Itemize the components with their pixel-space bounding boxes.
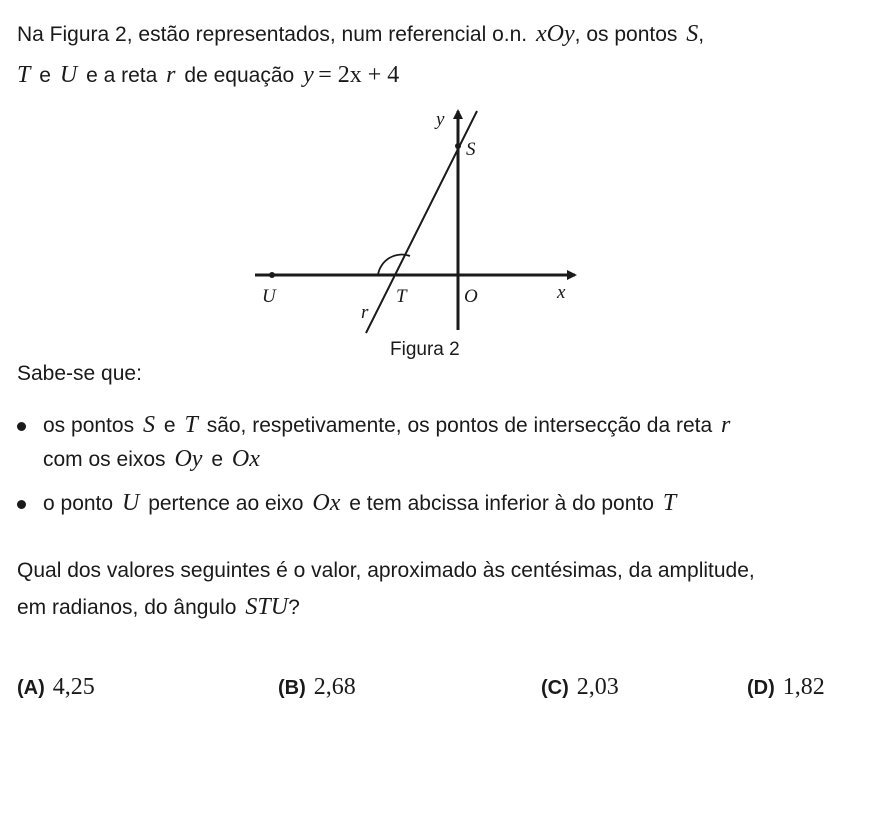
question-text: em radianos, do ângulo bbox=[17, 596, 237, 619]
option-d[interactable] bbox=[747, 675, 825, 699]
figure-2 bbox=[245, 105, 595, 370]
item1-math-ox: Ox bbox=[231, 446, 260, 472]
question-math-angle: STU bbox=[245, 594, 289, 620]
option-b-value: 2,68 bbox=[313, 674, 356, 700]
intro-text-reta: e a reta bbox=[86, 64, 158, 87]
bullet-item-1-line-1 bbox=[43, 413, 730, 437]
intro-line-1 bbox=[17, 22, 704, 46]
math-point-u: U bbox=[59, 62, 78, 88]
item2-text-3: e tem abcissa inferior à do ponto bbox=[349, 492, 654, 515]
label-t: T bbox=[396, 286, 407, 307]
label-s: S bbox=[466, 139, 476, 160]
label-o: O bbox=[464, 286, 478, 307]
item1-text-e2: e bbox=[211, 448, 223, 471]
option-c-value: 2,03 bbox=[576, 674, 619, 700]
item2-text-1: o ponto bbox=[43, 492, 114, 515]
angle-arc-stu bbox=[378, 255, 410, 275]
item1-math-s: S bbox=[142, 412, 155, 438]
figure-diagram bbox=[245, 105, 595, 370]
math-line-r: r bbox=[166, 62, 176, 88]
option-d-letter: (D) bbox=[747, 677, 775, 699]
intro-text-equacao: de equação bbox=[184, 64, 295, 87]
question-mark: ? bbox=[288, 596, 300, 619]
option-c-letter: (C) bbox=[541, 677, 569, 699]
item2-math-u: U bbox=[121, 490, 140, 516]
option-c[interactable] bbox=[541, 675, 619, 699]
item1-math-r: r bbox=[721, 412, 731, 438]
item1-math-oy: Oy bbox=[174, 446, 203, 472]
known-label: Sabe-se que: bbox=[17, 362, 142, 385]
item2-math-t: T bbox=[662, 490, 677, 516]
figure-caption: Figura 2 bbox=[390, 339, 460, 360]
math-xoy: xOy bbox=[536, 21, 575, 47]
point-u bbox=[269, 272, 275, 278]
item1-text-e: e bbox=[163, 414, 176, 437]
label-y: y bbox=[436, 109, 445, 130]
question-line-2 bbox=[17, 595, 300, 619]
bullet-1 bbox=[17, 422, 26, 431]
point-s bbox=[455, 143, 461, 149]
label-x: x bbox=[557, 282, 566, 303]
math-eq-rest: = 2x + 4 bbox=[318, 62, 400, 88]
item1-text-1: os pontos bbox=[43, 414, 135, 437]
bullet-item-1-line-2 bbox=[43, 447, 260, 471]
item1-text-3: com os eixos bbox=[43, 448, 166, 471]
label-u: U bbox=[262, 286, 276, 307]
item2-math-ox: Ox bbox=[312, 490, 341, 516]
intro-text-e: e bbox=[39, 64, 51, 87]
option-b[interactable] bbox=[278, 675, 356, 699]
intro-comma: , bbox=[698, 23, 705, 46]
option-a-letter: (A) bbox=[17, 677, 45, 699]
intro-line-2 bbox=[17, 63, 399, 87]
math-eq-y: y bbox=[303, 62, 314, 88]
math-point-s: S bbox=[686, 21, 699, 47]
item1-math-t: T bbox=[184, 412, 198, 438]
item2-text-2: pertence ao eixo bbox=[148, 492, 304, 515]
intro-text-1: Na Figura 2, estão representados, num referencial o.n. bbox=[17, 23, 528, 46]
bullet-2 bbox=[17, 500, 26, 509]
option-a-value: 4,25 bbox=[52, 674, 95, 700]
question-line-1: Qual dos valores seguintes é o valor, aproximado às centésimas, da amplitude, bbox=[17, 559, 755, 582]
label-r: r bbox=[361, 302, 369, 323]
item1-text-2: são, respetivamente, os pontos de intersecção da reta bbox=[206, 414, 713, 437]
option-a[interactable] bbox=[17, 675, 95, 699]
option-d-value: 1,82 bbox=[782, 674, 825, 700]
bullet-item-2 bbox=[43, 491, 676, 515]
option-b-letter: (B) bbox=[278, 677, 306, 699]
intro-text-2: , os pontos bbox=[574, 23, 678, 46]
math-point-t: T bbox=[17, 62, 31, 88]
